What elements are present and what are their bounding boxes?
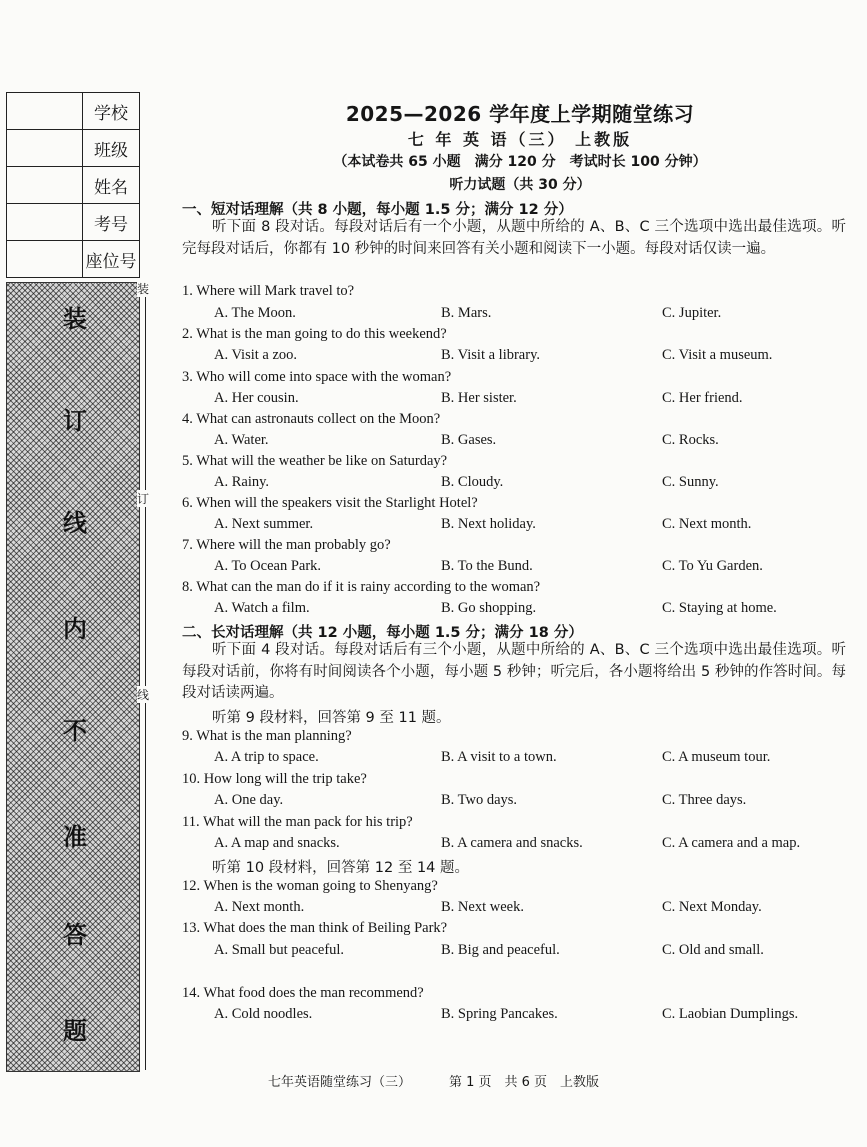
seat-no-label: 座位号 <box>85 251 137 272</box>
listening-title: 听力试题（共 30 分） <box>449 177 591 193</box>
binding-char: 不 <box>63 717 87 745</box>
option-a[interactable]: A. The Moon. <box>214 305 296 321</box>
option-c[interactable]: C. To Yu Garden. <box>662 558 763 574</box>
option-a[interactable]: A. Small but peaceful. <box>214 942 345 958</box>
question-4: 4. What can astronauts collect on the Moon? <box>182 411 441 427</box>
binding-line-mark: 订 <box>137 492 150 506</box>
section-2-instructions: 听下面 4 段对话。每段对话后有三个小题，从题中所给的 A、B、C 三个选项中选出最佳选项。听每段对话前，你将有时间阅读各个小题，每小题 5 秒钟；听完后，各小题将给出 5 秒钟的作答时间。每段对话读两遍。 <box>182 642 846 701</box>
option-b[interactable]: B. Mars. <box>441 305 492 321</box>
question-5: 5. What will the weather be like on Saturday? <box>182 453 448 469</box>
option-b[interactable]: B. A visit to a town. <box>441 749 557 765</box>
info-row-seat-no <box>7 240 139 277</box>
option-a[interactable]: A. Water. <box>214 432 269 448</box>
info-row-class <box>7 129 139 166</box>
exam-no-label: 考号 <box>94 214 128 235</box>
question-12: 12. When is the woman going to Shenyang? <box>182 878 438 894</box>
option-a[interactable]: A. To Ocean Park. <box>214 558 322 574</box>
option-c[interactable]: C. Next Monday. <box>662 899 762 915</box>
exam-no-field[interactable] <box>7 204 83 240</box>
binding-char: 线 <box>63 509 87 537</box>
option-c[interactable]: C. Next month. <box>662 516 752 532</box>
footer-page-number: 第 1 页 共 6 页 上教版 <box>448 1075 600 1090</box>
seat-no-field[interactable] <box>7 241 83 277</box>
option-c[interactable]: C. Sunny. <box>662 474 719 490</box>
option-c[interactable]: C. A museum tour. <box>662 749 771 765</box>
option-b[interactable]: B. Next week. <box>441 899 524 915</box>
option-b[interactable]: B. Spring Pancakes. <box>441 1006 558 1022</box>
question-1: 1. Where will Mark travel to? <box>182 283 355 299</box>
section-2-heading: 二、长对话理解（共 12 小题，每小题 1.5 分；满分 18 分） <box>182 625 583 641</box>
material-10-note: 听第 10 段材料，回答第 12 至 14 题。 <box>212 860 470 876</box>
name-label: 姓名 <box>94 177 128 198</box>
option-b[interactable]: B. Her sister. <box>441 390 517 406</box>
option-c[interactable]: C. A camera and a map. <box>662 835 801 851</box>
info-row-school <box>7 93 139 129</box>
binding-char: 订 <box>63 407 87 435</box>
option-a[interactable]: A. Visit a zoo. <box>214 347 298 363</box>
question-8: 8. What can the man do if it is rainy according to the woman? <box>182 579 541 595</box>
section-1-instructions: 听下面 8 段对话。每段对话后有一个小题，从题中所给的 A、B、C 三个选项中选出最佳选项。听完每段对话后，你都有 10 秒钟的时间来回答有关小题和阅读下一小题。每段对话仅读一遍。 <box>182 219 846 257</box>
page-title: 2025—2026 学年度上学期随堂练习 <box>345 102 695 126</box>
footer-title: 七年英语随堂练习（三） <box>267 1075 411 1090</box>
question-6: 6. When will the speakers visit the Starlight Hotel? <box>182 495 478 511</box>
name-field[interactable] <box>7 167 83 203</box>
info-row-name <box>7 166 139 203</box>
question-9: 9. What is the man planning? <box>182 728 352 744</box>
option-b[interactable]: B. Big and peaceful. <box>441 942 560 958</box>
student-info-box <box>6 92 140 278</box>
question-13: 13. What does the man think of Beiling Park? <box>182 920 448 936</box>
option-b[interactable]: B. Next holiday. <box>441 516 536 532</box>
binding-char: 内 <box>63 615 87 643</box>
binding-line <box>145 282 146 1070</box>
question-11: 11. What will the man pack for his trip? <box>182 814 413 830</box>
exam-info: （本试卷共 65 小题 满分 120 分 考试时长 100 分钟） <box>333 154 707 170</box>
binding-char: 准 <box>63 823 87 851</box>
binding-char: 答 <box>63 921 87 949</box>
option-a[interactable]: A. Her cousin. <box>214 390 299 406</box>
page-footer <box>0 1071 867 1090</box>
binding-line-mark: 线 <box>137 688 150 702</box>
option-a[interactable]: A. Next month. <box>214 899 305 915</box>
option-a[interactable]: A. Watch a film. <box>214 600 310 616</box>
option-b[interactable]: B. Two days. <box>441 792 518 808</box>
binding-line-mark: 装 <box>137 282 150 296</box>
option-c[interactable]: C. Rocks. <box>662 432 719 448</box>
option-b[interactable]: B. Go shopping. <box>441 600 537 616</box>
class-label: 班级 <box>94 140 128 161</box>
page-subtitle: 七 年 英 语（三） 上教版 <box>407 130 633 149</box>
option-c[interactable]: C. Jupiter. <box>662 305 722 321</box>
option-b[interactable]: B. A camera and snacks. <box>441 835 583 851</box>
option-b[interactable]: B. Gases. <box>441 432 497 448</box>
question-7: 7. Where will the man probably go? <box>182 537 391 553</box>
question-3: 3. Who will come into space with the woman? <box>182 369 452 385</box>
question-10: 10. How long will the trip take? <box>182 771 367 787</box>
option-c[interactable]: C. Laobian Dumplings. <box>662 1006 799 1022</box>
option-a[interactable]: A. Cold noodles. <box>214 1006 313 1022</box>
option-a[interactable]: A. Rainy. <box>214 474 270 490</box>
info-row-exam-no <box>7 203 139 240</box>
class-field[interactable] <box>7 130 83 166</box>
option-c[interactable]: C. Old and small. <box>662 942 764 958</box>
section-1-heading: 一、短对话理解（共 8 小题，每小题 1.5 分；满分 12 分） <box>182 202 573 218</box>
option-a[interactable]: A. Next summer. <box>214 516 314 532</box>
option-b[interactable]: B. Visit a library. <box>441 347 541 363</box>
option-c[interactable]: C. Staying at home. <box>662 600 777 616</box>
question-2: 2. What is the man going to do this weekend? <box>182 326 447 342</box>
binding-char: 题 <box>63 1017 87 1045</box>
school-label: 学校 <box>94 103 128 124</box>
binding-strip <box>6 282 140 1072</box>
option-b[interactable]: B. To the Bund. <box>441 558 533 574</box>
option-c[interactable]: C. Visit a museum. <box>662 347 773 363</box>
binding-char: 装 <box>63 305 87 333</box>
option-b[interactable]: B. Cloudy. <box>441 474 504 490</box>
option-c[interactable]: C. Three days. <box>662 792 747 808</box>
material-9-note: 听第 9 段材料，回答第 9 至 11 题。 <box>212 710 451 726</box>
option-a[interactable]: A. A map and snacks. <box>214 835 340 851</box>
question-14: 14. What food does the man recommend? <box>182 985 424 1001</box>
option-a[interactable]: A. A trip to space. <box>214 749 319 765</box>
option-a[interactable]: A. One day. <box>214 792 284 808</box>
option-c[interactable]: C. Her friend. <box>662 390 743 406</box>
school-field[interactable] <box>7 93 83 129</box>
